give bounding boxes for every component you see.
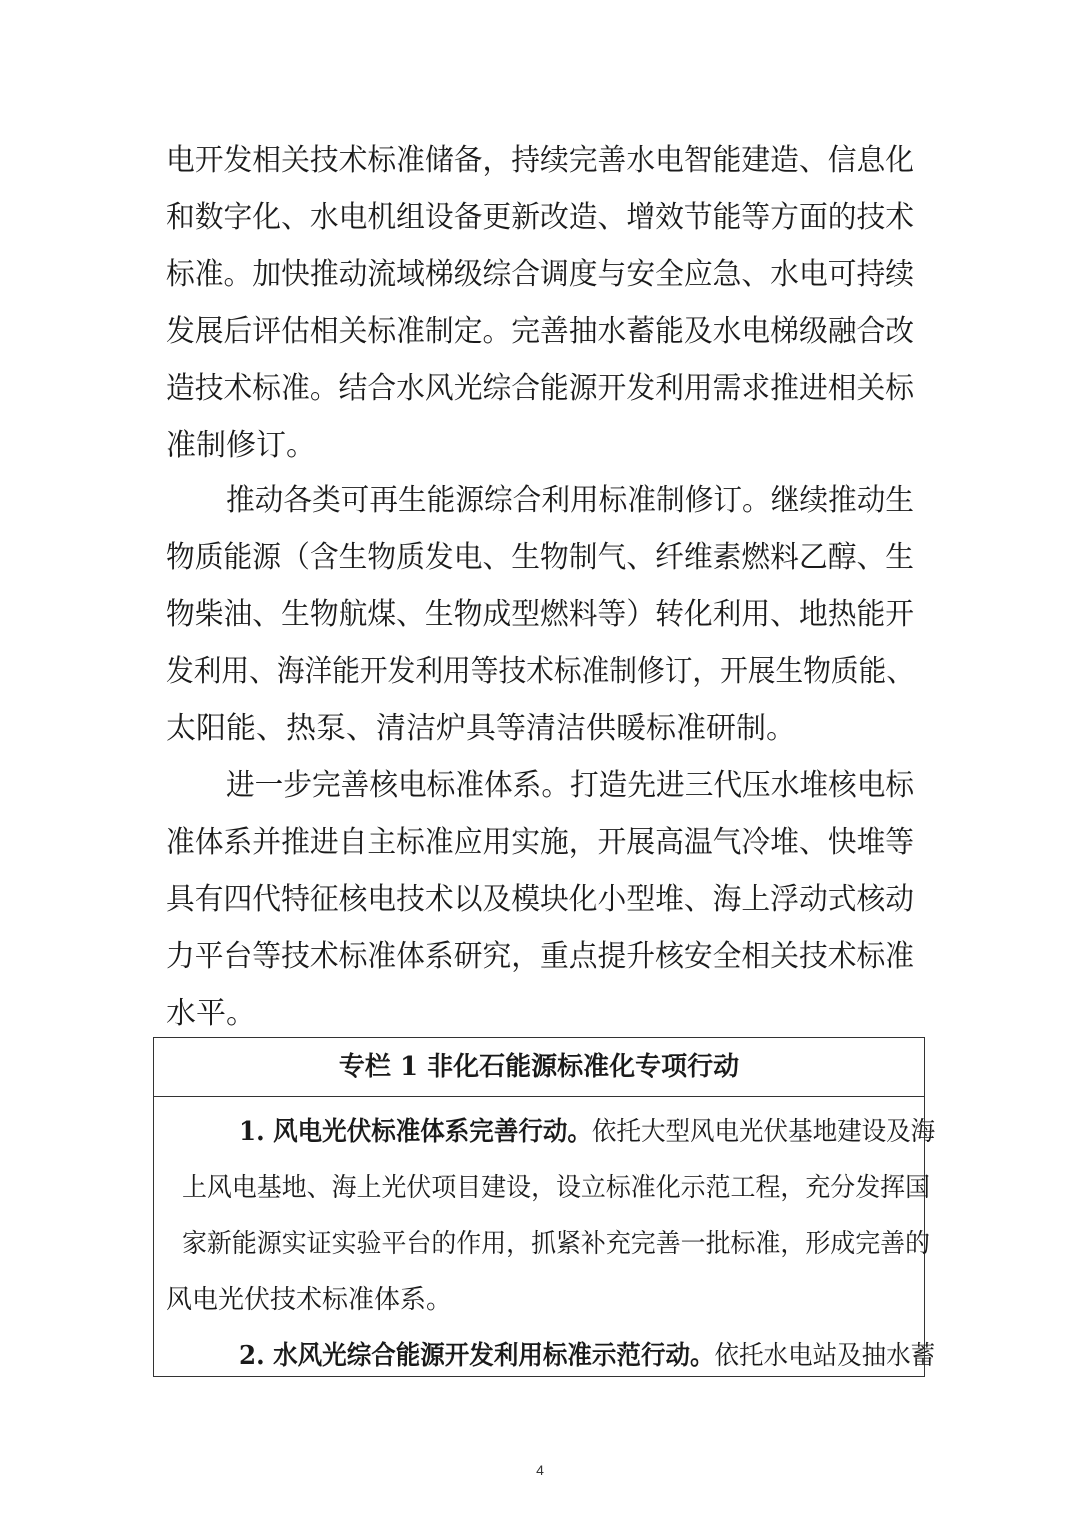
paragraph-line: 物质能源（含生物质发电、生物制气、纤维素燃料乙醇、生 <box>166 540 915 575</box>
paragraph-line: 太阳能、热泵、清洁炉具等清洁供暖标准研制。 <box>166 711 796 746</box>
paragraph-line: 发展后评估相关标准制定。完善抽水蓄能及水电梯级融合改 <box>166 314 915 349</box>
page-number: 4 <box>536 1462 544 1478</box>
paragraph-line: 电开发相关技术标准储备，持续完善水电智能建造、信息化 <box>166 143 915 178</box>
paragraph-line: 力平台等技术标准体系研究，重点提升核安全相关技术标准 <box>166 939 915 974</box>
box-item-heading: 2. 水风光综合能源开发利用标准示范行动。 <box>239 1341 715 1371</box>
box-item-text: 依托水电站及抽水蓄 <box>714 1341 936 1371</box>
box-item-line <box>239 1103 935 1161</box>
box-item-text: 依托大型风电光伏基地建设及海 <box>591 1117 936 1147</box>
paragraph-line: 具有四代特征核电技术以及模块化小型堆、海上浮动式核动 <box>166 882 915 917</box>
column-box-divider <box>154 1096 924 1097</box>
paragraph-line: 物柴油、生物航煤、生物成型燃料等）转化利用、地热能开 <box>166 597 915 632</box>
paragraph-line: 进一步完善核电标准体系。打造先进三代压水堆核电标 <box>226 768 915 803</box>
paragraph-line: 造技术标准。结合水风光综合能源开发利用需求推进相关标 <box>166 371 915 406</box>
paragraph-line: 准体系并推进自主标准应用实施，开展高温气冷堆、快堆等 <box>166 825 915 860</box>
column-box-title: 专栏 1 非化石能源标准化专项行动 <box>338 1052 740 1082</box>
box-item-line: 上风电基地、海上光伏项目建设，设立标准化示范工程，充分发挥国 <box>181 1173 931 1203</box>
paragraph-line: 推动各类可再生能源综合利用标准制修订。继续推动生 <box>226 483 915 518</box>
box-item-line: 风电光伏技术标准体系。 <box>166 1285 453 1315</box>
box-item-line: 家新能源实证实验平台的作用，抓紧补充完善一批标准，形成完善的 <box>181 1229 931 1259</box>
paragraph-line: 准制修订。 <box>166 428 316 463</box>
paragraph-line: 标准。加快推动流域梯级综合调度与安全应急、水电可持续 <box>166 257 915 292</box>
box-item-heading: 1. 风电光伏标准体系完善行动。 <box>239 1117 592 1147</box>
box-item-line <box>239 1327 935 1385</box>
paragraph-line: 发利用、海洋能开发利用等技术标准制修订，开展生物质能、 <box>166 654 915 689</box>
paragraph-line: 水平。 <box>166 996 256 1031</box>
paragraph-line: 和数字化、水电机组设备更新改造、增效节能等方面的技术 <box>166 200 915 235</box>
column-box <box>153 1037 936 1377</box>
